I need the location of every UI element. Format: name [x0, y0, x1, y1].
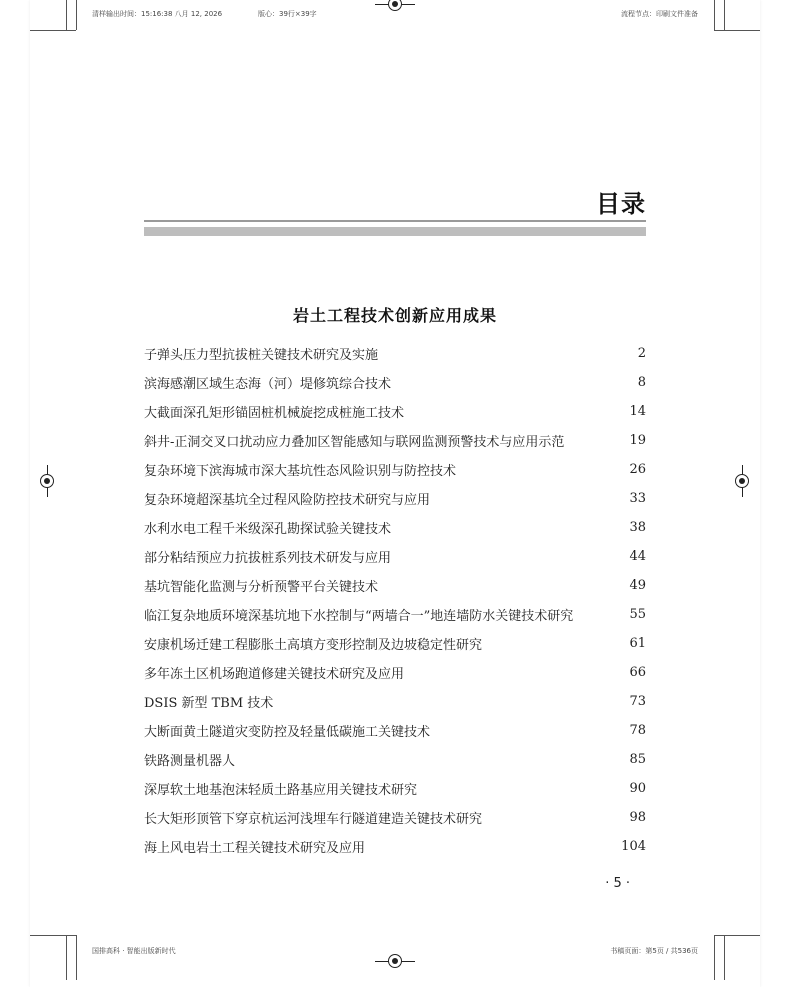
footer-brand: 国排高科 · 智能出版新时代: [92, 947, 176, 955]
toc-entry[interactable]: [144, 542, 646, 571]
toc-entry-title: 复杂环境下滨海城市深大基坑性态风险识别与防控技术: [144, 464, 457, 479]
toc-entry[interactable]: [144, 803, 646, 832]
crop-mark: [76, 0, 77, 30]
toc-entry-page: 26: [629, 462, 646, 477]
toc-entry-title: 安康机场迁建工程膨胀土高填方变形控制及边坡稳定性研究: [144, 638, 483, 653]
crop-mark: [714, 935, 760, 936]
crop-mark: [76, 935, 77, 980]
footer-page-info: 书稿页面：第5页 / 共536页: [610, 947, 698, 955]
toc-entry[interactable]: [144, 774, 646, 803]
toc-entry-page: 44: [629, 549, 646, 564]
registration-mark-icon: [40, 474, 54, 488]
toc-entry[interactable]: [144, 455, 646, 484]
toc-entry-page: 85: [629, 752, 646, 767]
registration-mark-icon: [388, 954, 402, 968]
header-layout-info: 版心：39行×39字: [258, 10, 317, 18]
toc-entry-page: 66: [629, 665, 646, 680]
toc-entry[interactable]: [144, 368, 646, 397]
section-title: 岩土工程技术创新应用成果: [292, 306, 497, 325]
crop-mark: [30, 935, 76, 936]
toc-entry-title: DSIS 新型 TBM 技术: [144, 696, 274, 711]
toc-entry-page: 38: [629, 520, 646, 535]
toc-entry[interactable]: [144, 600, 646, 629]
toc-entry-page: 55: [629, 607, 646, 622]
toc-entry[interactable]: [144, 832, 646, 861]
toc-entry[interactable]: [144, 629, 646, 658]
toc-entry-title: 深厚软土地基泡沫轻质土路基应用关键技术研究: [144, 783, 418, 798]
toc-entry-title: 滨海感潮区域生态海（河）堤修筑综合技术: [144, 377, 392, 392]
crop-mark: [714, 935, 715, 980]
toc-entry-title: 复杂环境超深基坑全过程风险防控技术研究与应用: [144, 493, 431, 508]
toc-entry-page: 78: [629, 723, 646, 738]
crop-mark: [30, 30, 76, 31]
toc-entry-page: 49: [629, 578, 646, 593]
title-rule-thin: [144, 220, 646, 222]
registration-mark-icon: [735, 474, 749, 488]
toc-entry-title: 铁路测量机器人: [144, 754, 236, 769]
toc-entry[interactable]: [144, 716, 646, 745]
crop-mark: [714, 30, 760, 31]
toc-entry-page: 98: [629, 810, 646, 825]
toc-entry-page: 8: [637, 375, 646, 390]
toc-entry-title: 大截面深孔矩形锚固桩机械旋挖成桩施工技术: [144, 406, 405, 421]
toc-entry-title: 多年冻土区机场跑道修建关键技术研究及应用: [144, 667, 405, 682]
toc-entry[interactable]: [144, 687, 646, 716]
toc-entry-title: 临江复杂地质环境深基坑地下水控制与“两墙合一”地连墙防水关键技术研究: [144, 609, 574, 624]
toc-entry[interactable]: [144, 426, 646, 455]
toc-entry[interactable]: [144, 397, 646, 426]
toc-entry[interactable]: [144, 339, 646, 368]
toc-entry-title: 子弹头压力型抗拔桩关键技术研究及实施: [144, 348, 379, 363]
toc-entry[interactable]: [144, 484, 646, 513]
toc-entry[interactable]: [144, 571, 646, 600]
page-number: · 5 ·: [605, 876, 630, 891]
toc-entry-page: 33: [629, 491, 646, 506]
toc-entry-page: 73: [629, 694, 646, 709]
toc-entry[interactable]: [144, 658, 646, 687]
toc-entry-page: 104: [621, 839, 646, 854]
toc-entry-title: 水利水电工程千米级深孔勘探试验关键技术: [144, 522, 392, 537]
toc-entry-title: 部分粘结预应力抗拔桩系列技术研发与应用: [144, 551, 392, 566]
toc-entry-title: 大断面黄土隧道灾变防控及轻量低碳施工关键技术: [144, 725, 431, 740]
toc-entry-title: 斜井-正洞交叉口扰动应力叠加区智能感知与联网监测预警技术与应用示范: [144, 435, 565, 450]
toc-entry[interactable]: [144, 745, 646, 774]
crop-mark: [714, 0, 715, 30]
toc-entry-page: 61: [629, 636, 646, 651]
crop-mark: [66, 0, 67, 30]
toc-entry-title: 海上风电岩土工程关键技术研究及应用: [144, 841, 366, 856]
crop-mark: [66, 935, 67, 980]
title-rule-thick: [144, 227, 646, 236]
crop-mark: [724, 0, 725, 30]
page-title: 目录: [596, 190, 646, 218]
header-process-node: 流程节点：印刷文件准备: [621, 10, 698, 18]
toc-entry-page: 14: [629, 404, 646, 419]
toc-entry-page: 2: [637, 346, 646, 361]
toc-entry-title: 长大矩形顶管下穿京杭运河浅埋车行隧道建造关键技术研究: [144, 812, 483, 827]
header-output-time: 清样输出时间：15:16:38 八月 12, 2026: [92, 10, 223, 18]
toc-entry-page: 90: [629, 781, 646, 796]
toc-entry-page: 19: [629, 433, 646, 448]
toc-entry-title: 基坑智能化监测与分析预警平台关键技术: [144, 580, 379, 595]
crop-mark: [724, 935, 725, 980]
toc-list: [144, 339, 646, 861]
toc-entry[interactable]: [144, 513, 646, 542]
